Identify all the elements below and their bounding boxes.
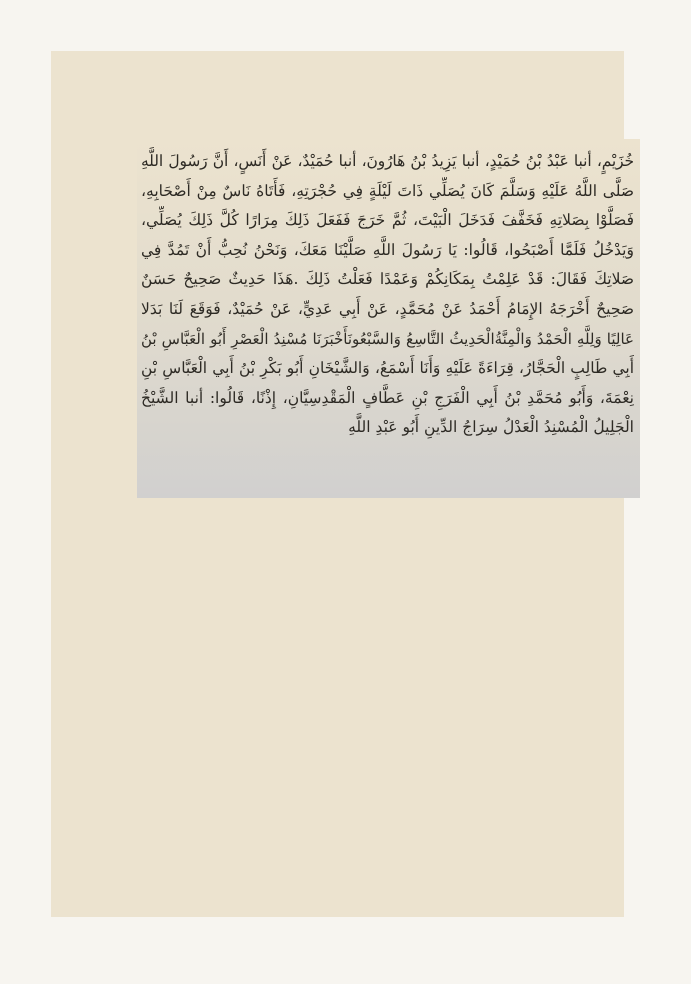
text-line: وَيَدْخُلُ فَلَمَّا أَصْبَحُوا، قَالُوا: يَا رَسُولَ اللَّهِ صَلَّيْنَا مَعَكَ، وَنَحْنُ نُحِبُّ أَنْ تَمُدَّ فِي bbox=[141, 240, 634, 259]
text-line: خُزَيْمٍ، أنبا عَبْدُ بْنُ حُمَيْدٍ، أنبا يَزِيدُ بْنُ هَارُونَ، أنبا حُمَيْدٌ، عَنْ أَنَسٍ، أَنَّ رَسُولَ اللَّهِ bbox=[141, 152, 634, 170]
arabic-text bbox=[141, 147, 634, 443]
document-page bbox=[51, 51, 634, 917]
text-line: الْجَلِيلُ الْمُسْنِدُ الْعَدْلُ سِرَاجُ الدِّينِ أَبُو عَبْدِ اللَّهِ bbox=[348, 418, 634, 437]
text-line: صَحِيحٌ أَخْرَجَهُ الإِمَامُ أَحْمَدُ عَنْ مُحَمَّدٍ، عَنْ أَبِي عَدِيٍّ، عَنْ حُمَيْدٌ، فَوَقَعَ لَنَا بَدَلا bbox=[141, 299, 634, 318]
text-line: نِعْمَةَ، وَأَبُو مُحَمَّدِ بْنُ أَبِي الْفَرَجِ بْنِ عَطَّافٍ الْمَقْدِسِيَّانِ، إِذْنًا، قَالُوا: أنبا الشَّيْخُ bbox=[141, 388, 634, 407]
text-line: أَبِي طَالِبٍ الْحَجَّارُ، قِرَاءَةً عَلَيْهِ وَأَنَا أَسْمَعُ، وَالشَّيْخَانِ أَبُو بَكْرِ بْنُ أَبِي الْعَبَّاسِ بْنِ bbox=[141, 359, 634, 378]
text-line: صَلَّى اللَّهُ عَلَيْهِ وَسَلَّمَ كَانَ يُصَلِّي ذَاتَ لَيْلَةٍ فِي حُجْرَتِهِ، فَأَتَاهُ نَاسٌ مِنْ أَصْحَابِهِ، bbox=[141, 181, 634, 200]
text-line: عَالِيًا وَلِلَّهِ الْحَمْدُ وَالْمِنَّةُالْحَدِيثُ التَّاسِعُ وَالسَّبْعُونَأَخْبَرَنَا مُسْنِدُ الْعَصْرِ أَبُو الْعَبَّاسِ بْنُ bbox=[141, 329, 634, 348]
text-block bbox=[137, 139, 640, 498]
text-line: فَصَلَّوْا بِصَلاتِهِ فَخَفَّفَ فَدَخَلَ الْبَيْتَ، ثُمَّ خَرَجَ فَفَعَلَ ذَلِكَ مِرَارًا كُلَّ ذَلِكَ يُصَلِّي، bbox=[141, 211, 634, 230]
text-line: صَلاتِكَ فَقَالَ: قَدْ عَلِمْتُ بِمَكَانِكُمْ وَعَمْدًا فَعَلْتُ ذَلِكَ .هَذَا حَدِيثٌ صَحِيحٌ حَسَنٌ bbox=[141, 270, 634, 289]
